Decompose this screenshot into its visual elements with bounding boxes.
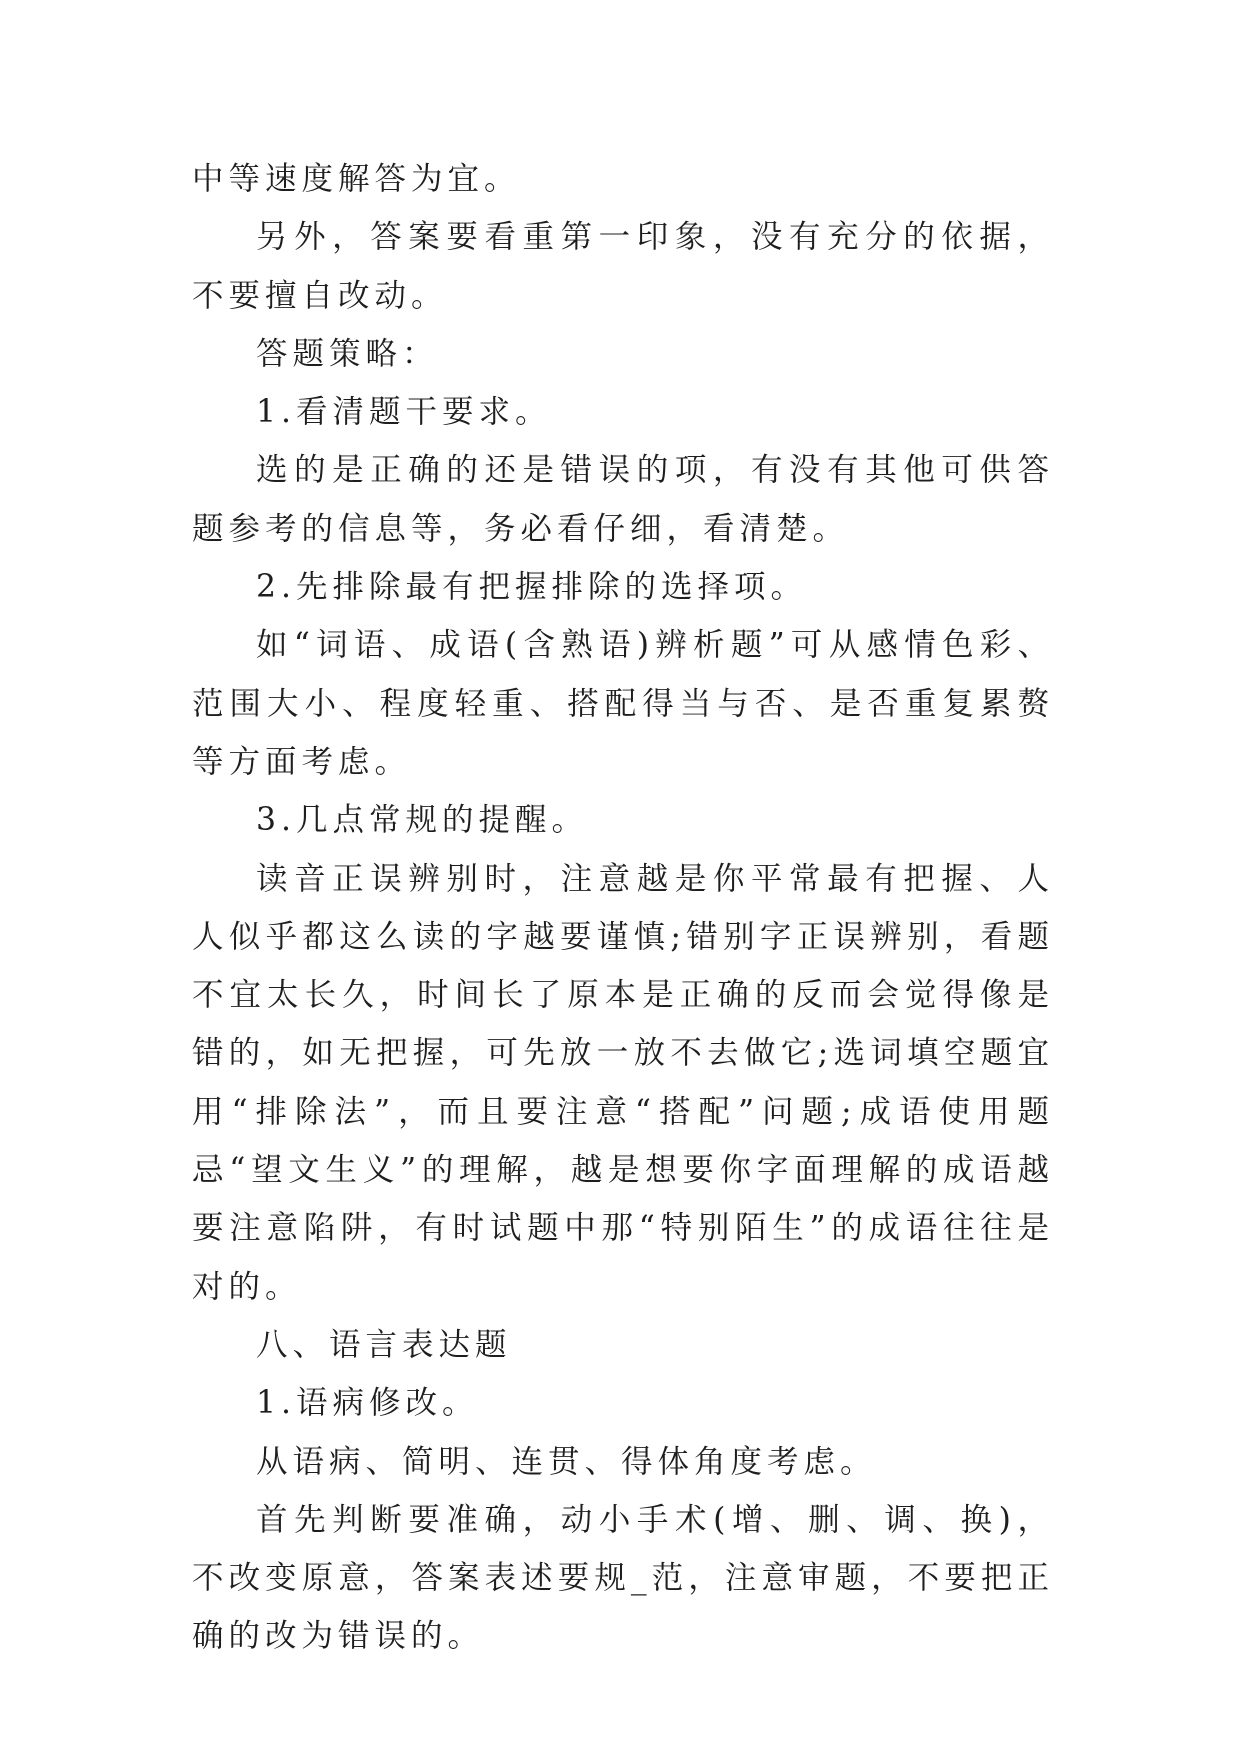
numbered-item: 2.先排除最有把握排除的选择项。 <box>256 569 808 606</box>
paragraph: 读音正误辨别时，注意越是你平常最有把握、人人似乎都这么读的字越要谨慎;错别字正误辨别，看题不宜太长久，时间长了原本是正确的反而会觉得像是错的，如无把握，可先放一放不去做它;选词填空题宜用“排除法”，而且要注意“搭配”问题;成语使用题忌“望文生义”的理解，越是想要你字面理解的成语越要注意陷阱，有时试题中那“特别陌生”的成语往往是对的。 <box>192 860 1054 1305</box>
numbered-item: 3.几点常规的提醒。 <box>256 802 589 839</box>
paragraph: 选的是正确的还是错误的项，有没有其他可供答题参考的信息等，务必看仔细，看清楚。 <box>192 452 1054 547</box>
paragraph: 从语病、简明、连贯、得体角度考虑。 <box>256 1443 877 1480</box>
numbered-item: 1.语病修改。 <box>256 1385 479 1422</box>
paragraph: 首先判断要准确，动小手术(增、删、调、换)，不改变原意，答案表述要规_范，注意审题，不要把正确的改为错误的。 <box>192 1501 1054 1655</box>
document-body <box>192 150 1054 1666</box>
paragraph: 如“词语、成语(含熟语)辨析题”可从感情色彩、范围大小、程度轻重、搭配得当与否、是否重复累赘等方面考虑。 <box>192 627 1054 780</box>
paragraph: 中等速度解答为宜。 <box>192 161 521 197</box>
numbered-item: 1.看清题干要求。 <box>256 394 552 431</box>
section-heading: 答题策略： <box>256 335 439 372</box>
section-heading: 八、语言表达题 <box>256 1326 512 1363</box>
paragraph: 另外，答案要看重第一印象，没有充分的依据，不要擅自改动。 <box>192 219 1054 314</box>
